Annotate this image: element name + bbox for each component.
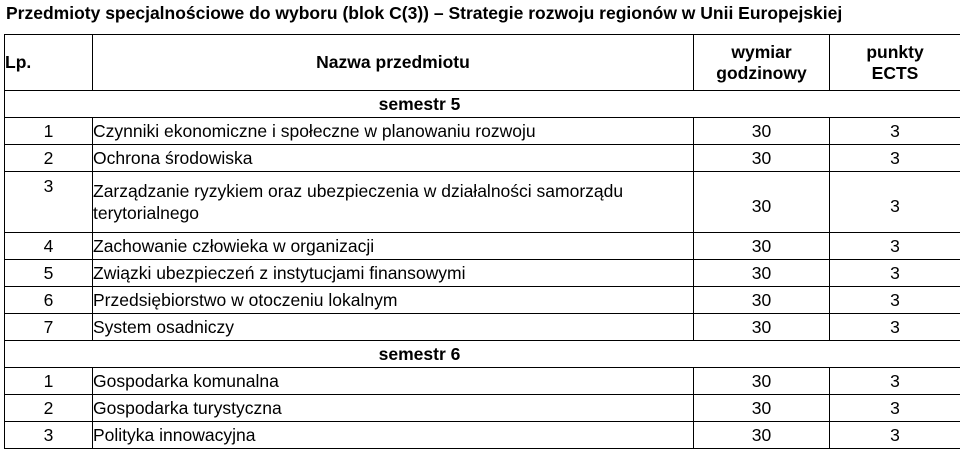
course-name: Przedsiębiorstwo w otoczeniu lokalnym	[93, 287, 694, 314]
course-hours: 30	[694, 118, 830, 145]
semester-label: semestr 5	[5, 91, 960, 118]
row-number: 7	[5, 314, 93, 341]
row-number: 4	[5, 233, 93, 260]
header-hours-line1: wymiar	[731, 41, 792, 62]
row-number: 2	[5, 395, 93, 422]
row-number: 1	[5, 118, 93, 145]
course-name: Gospodarka komunalna	[93, 368, 694, 395]
table-row	[5, 422, 960, 449]
course-hours: 30	[694, 368, 830, 395]
course-name-line2: terytorialnego	[93, 203, 200, 223]
semester-header-row	[5, 341, 960, 368]
table-row	[5, 233, 960, 260]
row-number: 5	[5, 260, 93, 287]
row-number: 2	[5, 145, 93, 172]
semester-header-row	[5, 91, 960, 118]
course-ects: 3	[830, 395, 960, 422]
table-row	[5, 287, 960, 314]
course-hours: 30	[694, 260, 830, 287]
course-name: Zachowanie człowieka w organizacji	[93, 233, 694, 260]
header-hours	[694, 35, 830, 91]
table-row	[5, 395, 960, 422]
header-ects-line2: ECTS	[871, 62, 919, 83]
header-course-name: Nazwa przedmiotu	[93, 35, 694, 91]
course-ects: 3	[830, 314, 960, 341]
course-ects: 3	[830, 368, 960, 395]
table-row	[5, 172, 960, 233]
row-number: 3	[5, 422, 93, 449]
course-name: Ochrona środowiska	[93, 145, 694, 172]
header-hours-line2: godzinowy	[716, 62, 807, 83]
course-name-line1: Zarządzanie ryzykiem oraz ubezpieczenia w działalności samorządu	[93, 181, 624, 201]
course-ects: 3	[830, 287, 960, 314]
course-name: Polityka innowacyjna	[93, 422, 694, 449]
table-row	[5, 260, 960, 287]
course-hours: 30	[694, 233, 830, 260]
table-row	[5, 118, 960, 145]
table-row	[5, 145, 960, 172]
course-ects: 3	[830, 145, 960, 172]
course-name: Czynniki ekonomiczne i społeczne w planowaniu rozwoju	[93, 118, 694, 145]
table-row	[5, 368, 960, 395]
table-row	[5, 314, 960, 341]
course-hours: 30	[694, 395, 830, 422]
document-title: Przedmioty specjalnościowe do wyboru (blok C(3)) – Strategie rozwoju regionów w Unii Europejskiej	[6, 3, 843, 23]
header-lp: Lp.	[5, 35, 93, 91]
semester-label: semestr 6	[5, 341, 960, 368]
course-table	[4, 34, 960, 449]
course-ects: 3	[830, 260, 960, 287]
table-header-row	[5, 35, 960, 91]
row-number: 1	[5, 368, 93, 395]
course-hours: 30	[694, 314, 830, 341]
header-ects-line1: punkty	[866, 41, 924, 62]
row-number: 6	[5, 287, 93, 314]
course-ects: 3	[830, 172, 960, 233]
course-ects: 3	[830, 118, 960, 145]
row-number: 3	[5, 172, 93, 233]
course-name: Związki ubezpieczeń z instytucjami finansowymi	[93, 260, 694, 287]
course-ects: 3	[830, 233, 960, 260]
course-hours: 30	[694, 422, 830, 449]
course-name: Gospodarka turystyczna	[93, 395, 694, 422]
course-name	[93, 172, 694, 233]
course-hours: 30	[694, 287, 830, 314]
course-hours: 30	[694, 172, 830, 233]
course-name: System osadniczy	[93, 314, 694, 341]
course-hours: 30	[694, 145, 830, 172]
header-ects	[830, 35, 960, 91]
course-ects: 3	[830, 422, 960, 449]
